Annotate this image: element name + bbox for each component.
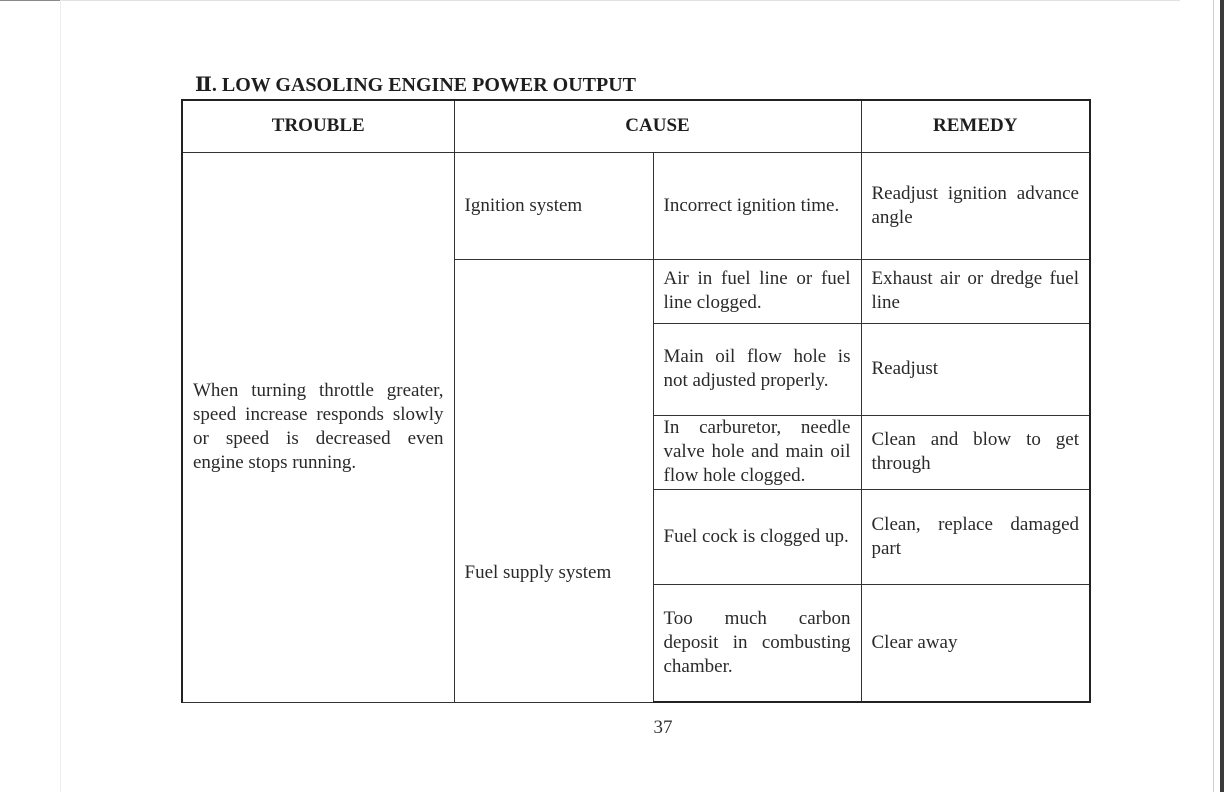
remedy-cell: Clean, replace damaged part	[861, 489, 1090, 584]
troubleshooting-table	[181, 99, 1091, 703]
cause-detail: Incorrect ignition time.	[653, 152, 861, 259]
section-heading: Ⅱ. LOW GASOLING ENGINE POWER OUTPUT	[195, 74, 636, 96]
cause-detail: Main oil flow hole is not adjusted properly.	[653, 323, 861, 415]
scan-edge-top-faint	[60, 0, 1180, 1]
cause-detail: In carburetor, needle valve hole and main oil flow hole clogged.	[653, 415, 861, 489]
cause-detail: Fuel cock is clogged up.	[653, 489, 861, 584]
scan-edge-top	[0, 0, 60, 1]
cause-detail: Air in fuel line or fuel line clogged.	[653, 259, 861, 323]
scan-edge-right	[1220, 0, 1224, 792]
cause-detail: Too much carbon deposit in combusting chamber.	[653, 584, 861, 702]
header-trouble: TROUBLE	[182, 100, 454, 152]
table-header-row	[182, 100, 1090, 152]
remedy-cell: Readjust ignition advance angle	[861, 152, 1090, 259]
remedy-cell: Exhaust air or dredge fuel line	[861, 259, 1090, 323]
remedy-cell: Readjust	[861, 323, 1090, 415]
trouble-description: When turning throttle greater, speed increase responds slowly or speed is decreased even engine stops running.	[182, 152, 454, 702]
header-remedy: REMEDY	[861, 100, 1090, 152]
scan-edge-left	[60, 0, 61, 792]
cause-system-ignition: Ignition system	[454, 152, 653, 259]
header-cause: CAUSE	[454, 100, 861, 152]
page-number: 37	[653, 717, 673, 738]
scan-edge-right-faint	[1213, 0, 1214, 792]
remedy-cell: Clean and blow to get through	[861, 415, 1090, 489]
cause-system-fuel-label: Fuel supply system	[464, 561, 612, 583]
cause-system-fuel	[454, 259, 653, 702]
remedy-cell: Clear away	[861, 584, 1090, 702]
table-row	[182, 152, 1090, 259]
